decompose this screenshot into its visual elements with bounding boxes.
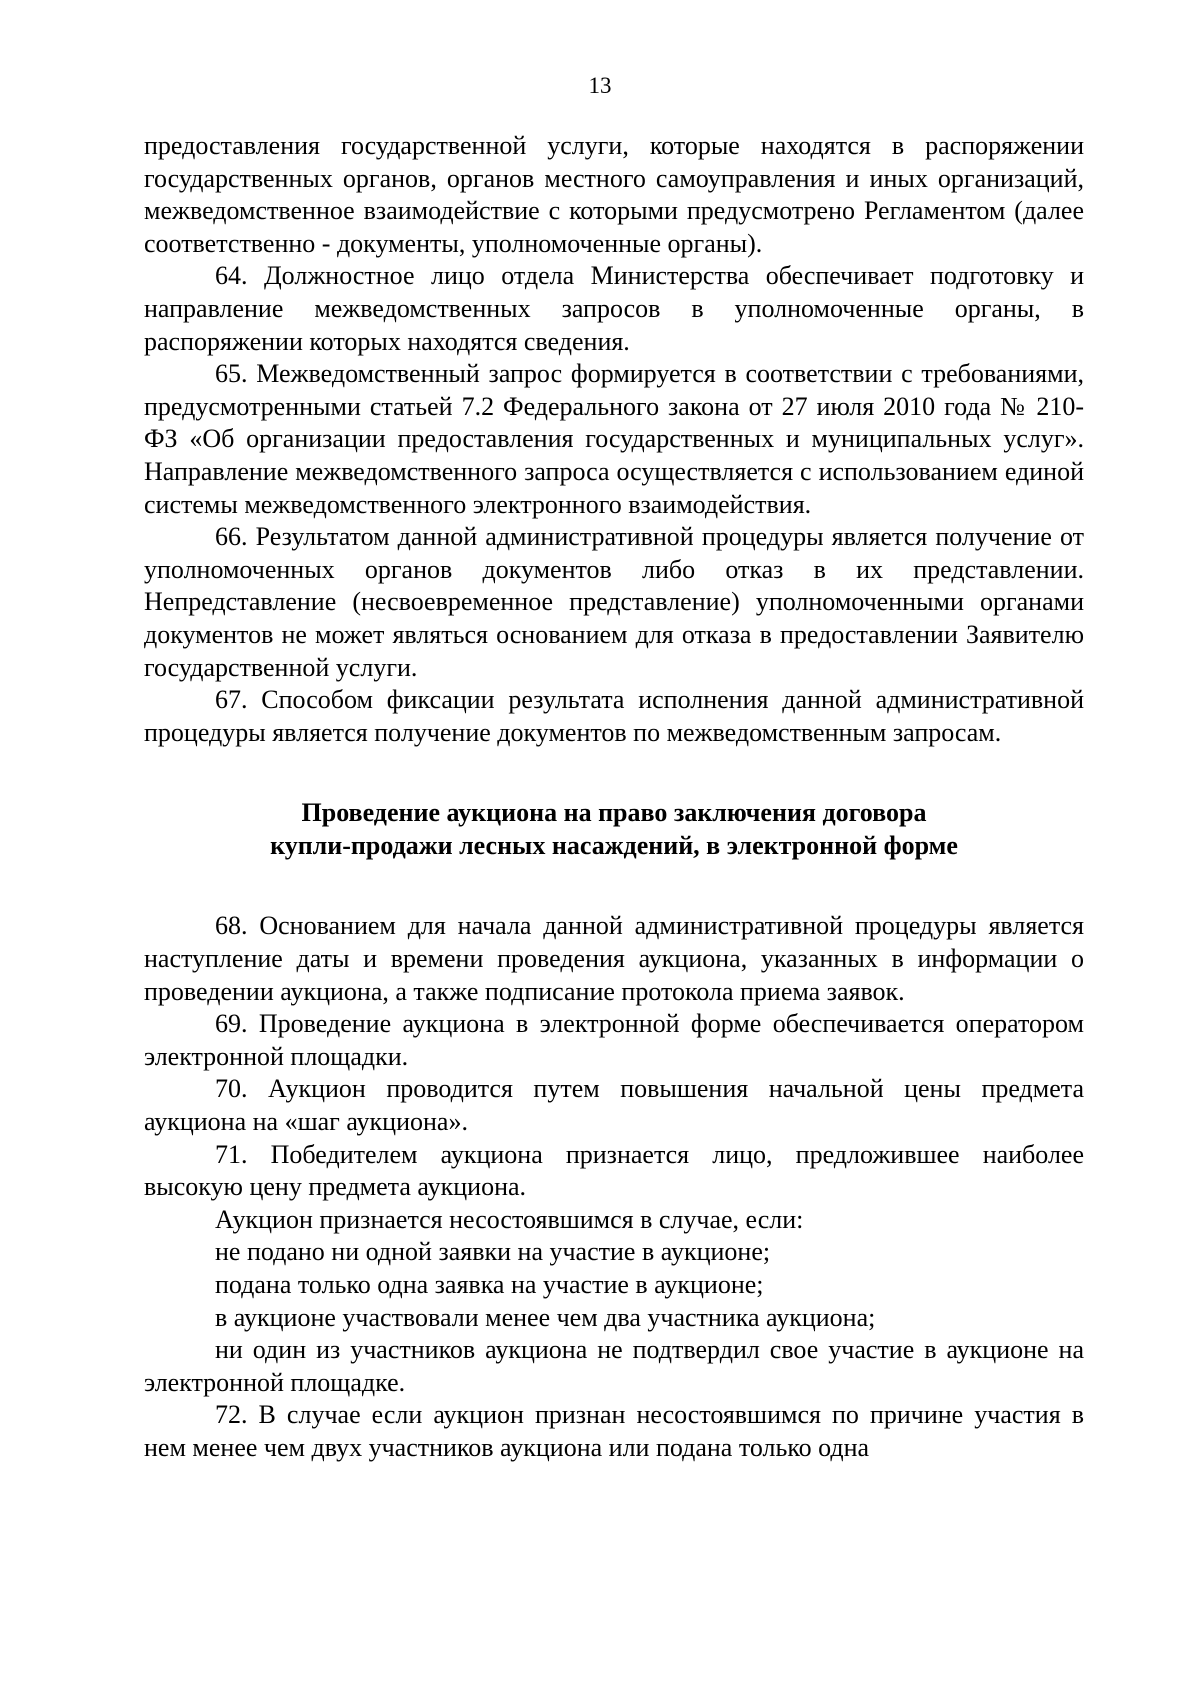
section-heading-line-1: Проведение аукциона на право заключения договора [301, 798, 927, 828]
paragraph: 70. Аукцион проводится путем повышения начальной цены предмета аукциона на «шаг аукциона». [144, 1074, 1084, 1137]
document-body [144, 130, 1084, 1465]
paragraph: 65. Межведомственный запрос формируется в соответствии с требованиями, предусмотренными статьей 7.2 Федерального закона от 27 июля 2010 года № 210-ФЗ «Об организации предоставления государственных и муниципальных услуг». Направление межведомственного запроса осуществляется с использованием единой системы межведомственного электронного взаимодействия. [144, 359, 1084, 519]
section-heading [144, 797, 1084, 862]
paragraphs-after-heading [144, 910, 1084, 1464]
paragraph: подана только одна заявка на участие в аукционе; [215, 1270, 764, 1299]
paragraph: ни один из участников аукциона не подтвердил свое участие в аукционе на электронной площадке. [144, 1335, 1084, 1397]
paragraph: Аукцион признается несостоявшимся в случае, если: [215, 1204, 804, 1234]
paragraph: 68. Основанием для начала данной административной процедуры является наступление даты и времени проведения аукциона, указанных в информации о проведении аукциона, а также подписание протокола приема заявок. [144, 911, 1084, 1006]
paragraph: 71. Победителем аукциона признается лицо, предложившее наиболее высокую цену предмета аукциона. [144, 1139, 1084, 1202]
paragraph: в аукционе участвовали менее чем два участника аукциона; [215, 1302, 876, 1332]
paragraph: не подано ни одной заявки на участие в аукционе; [215, 1237, 771, 1267]
paragraph: 67. Способом фиксации результата исполнения данной административной процедуры является получение документов по межведомственным запросам. [144, 685, 1084, 747]
paragraphs-before-heading [144, 130, 1084, 749]
paragraph: 72. В случае если аукцион признан несостоявшимся по причине участия в нем менее чем двух участников аукциона или подана только одна [144, 1400, 1084, 1462]
paragraph: 64. Должностное лицо отдела Министерства обеспечивает подготовку и направление межведомственных запросов в уполномоченные органы, в распоряжении которых находятся сведения. [144, 261, 1084, 356]
section-heading-line-2: купли-продажи лесных насаждений, в электронной форме [270, 830, 958, 860]
paragraph: 69. Проведение аукциона в электронной форме обеспечивается оператором электронной площадки. [144, 1009, 1084, 1071]
paragraph: 66. Результатом данной административной процедуры является получение от уполномоченных органов документов либо отказ в их представлении. Непредставление (несвоевременное представление) уполномоченными органами документов не может являться основанием для отказа в предоставлении Заявителю государственной услуги. [144, 522, 1084, 682]
paragraph: предоставления государственной услуги, которые находятся в распоряжении государственных органов, органов местного самоуправления и иных организаций, межведомственное взаимодействие с которыми предусмотрено Регламентом (далее соответственно - документы, уполномоченные органы). [144, 131, 1084, 258]
page-number: 13 [588, 73, 612, 98]
